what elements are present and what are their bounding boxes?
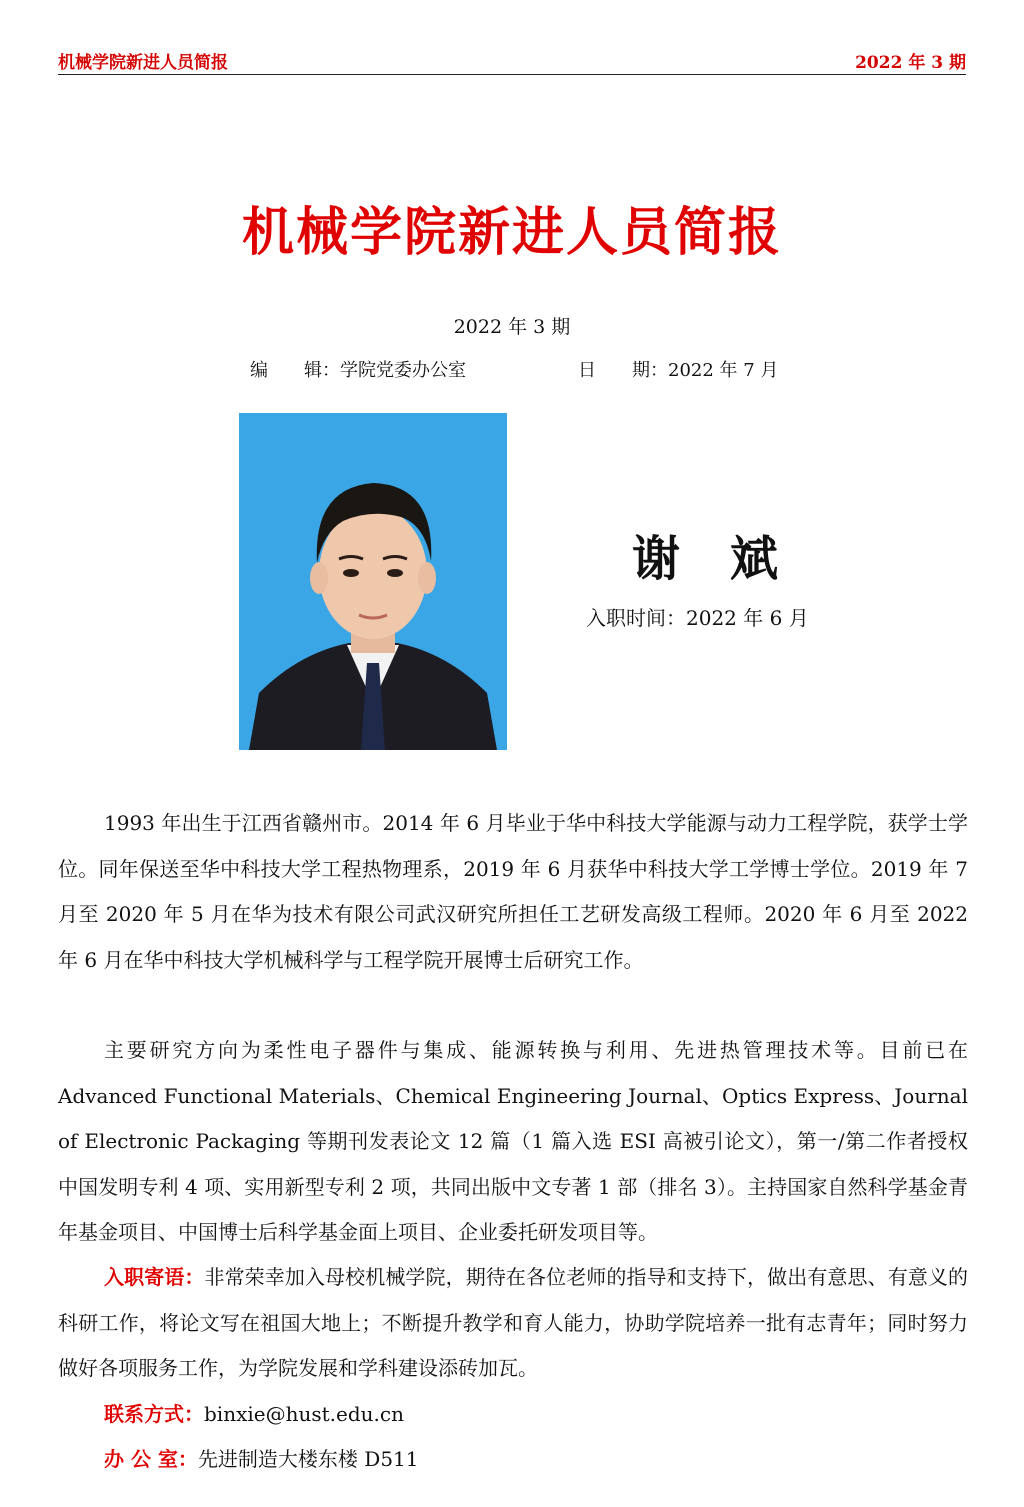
issue-number: 2022 年 3 期: [453, 316, 571, 338]
hire-date-line: [586, 602, 809, 631]
portrait-illustration: [239, 413, 507, 750]
email-value[interactable]: binxie@hust.edu.cn: [204, 1402, 404, 1426]
portrait-photo: [239, 413, 507, 750]
message-paragraph: [58, 1255, 968, 1392]
header-divider: [58, 74, 966, 75]
editor-line: [250, 356, 466, 382]
bio-paragraph: 1993 年出生于江西省赣州市。2014 年 6 月毕业于华中科技大学能源与动力工程学院，获学士学位。同年保送至华中科技大学工程热物理系，2019 年 6 月获华中科技大学工学博士学位。2019 年 7 月至 2020 年 5 月在华为技术有限公司武汉研究所担任工艺研发高级工程师。2020 年 6 月至 2022 年 6 月在华中科技大学机械科学与工程学院开展博士后研究工作。: [58, 811, 968, 972]
hire-date-label: 入职时间：: [586, 606, 686, 630]
office-line: [104, 1443, 419, 1472]
office-value: 先进制造大楼东楼 D511: [197, 1447, 419, 1471]
contact-email-line: [104, 1398, 404, 1427]
editor-value: 学院党委办公室: [340, 360, 466, 381]
date-line: [578, 356, 778, 382]
running-header-title: 机械学院新进人员简报: [58, 53, 228, 73]
date-label: 日 期：: [578, 360, 668, 381]
research-paragraph: 主要研究方向为柔性电子器件与集成、能源转换与利用、先进热管理技术等。目前已在 Advanced Functional Materials、Chemical Engineering Journal、Optics Express、Journal of Electronic Packaging 等期刊发表论文 12 篇（1 篇入选 ESI 高被引论文），第一/第二作者授权中国发明专利 4 项、实用新型专利 2 项，共同出版中文专著 1 部（排名 3）。主持国家自然科学基金青年基金项目、中国博士后科学基金面上项目、企业委托研发项目等。: [58, 1038, 968, 1244]
page-title: 机械学院新进人员简报: [241, 202, 782, 263]
editor-label: 编 辑：: [250, 360, 340, 381]
message-label: 入职寄语：: [104, 1265, 205, 1289]
running-header-issue: 2022 年 3 期: [855, 53, 966, 73]
date-value: 2022 年 7 月: [668, 360, 779, 381]
hire-date-value: 2022 年 6 月: [686, 606, 809, 630]
email-label: 联系方式：: [104, 1402, 204, 1426]
person-name: 谢斌: [632, 531, 829, 587]
message-text: 非常荣幸加入母校机械学院，期待在各位老师的指导和支持下，做出有意思、有意义的科研工作，将论文写在祖国大地上；不断提升教学和育人能力，协助学院培养一批有志青年；同时努力做好各项服务工作，为学院发展和学科建设添砖加瓦。: [58, 1265, 969, 1380]
office-label: 办 公 室：: [104, 1447, 198, 1471]
